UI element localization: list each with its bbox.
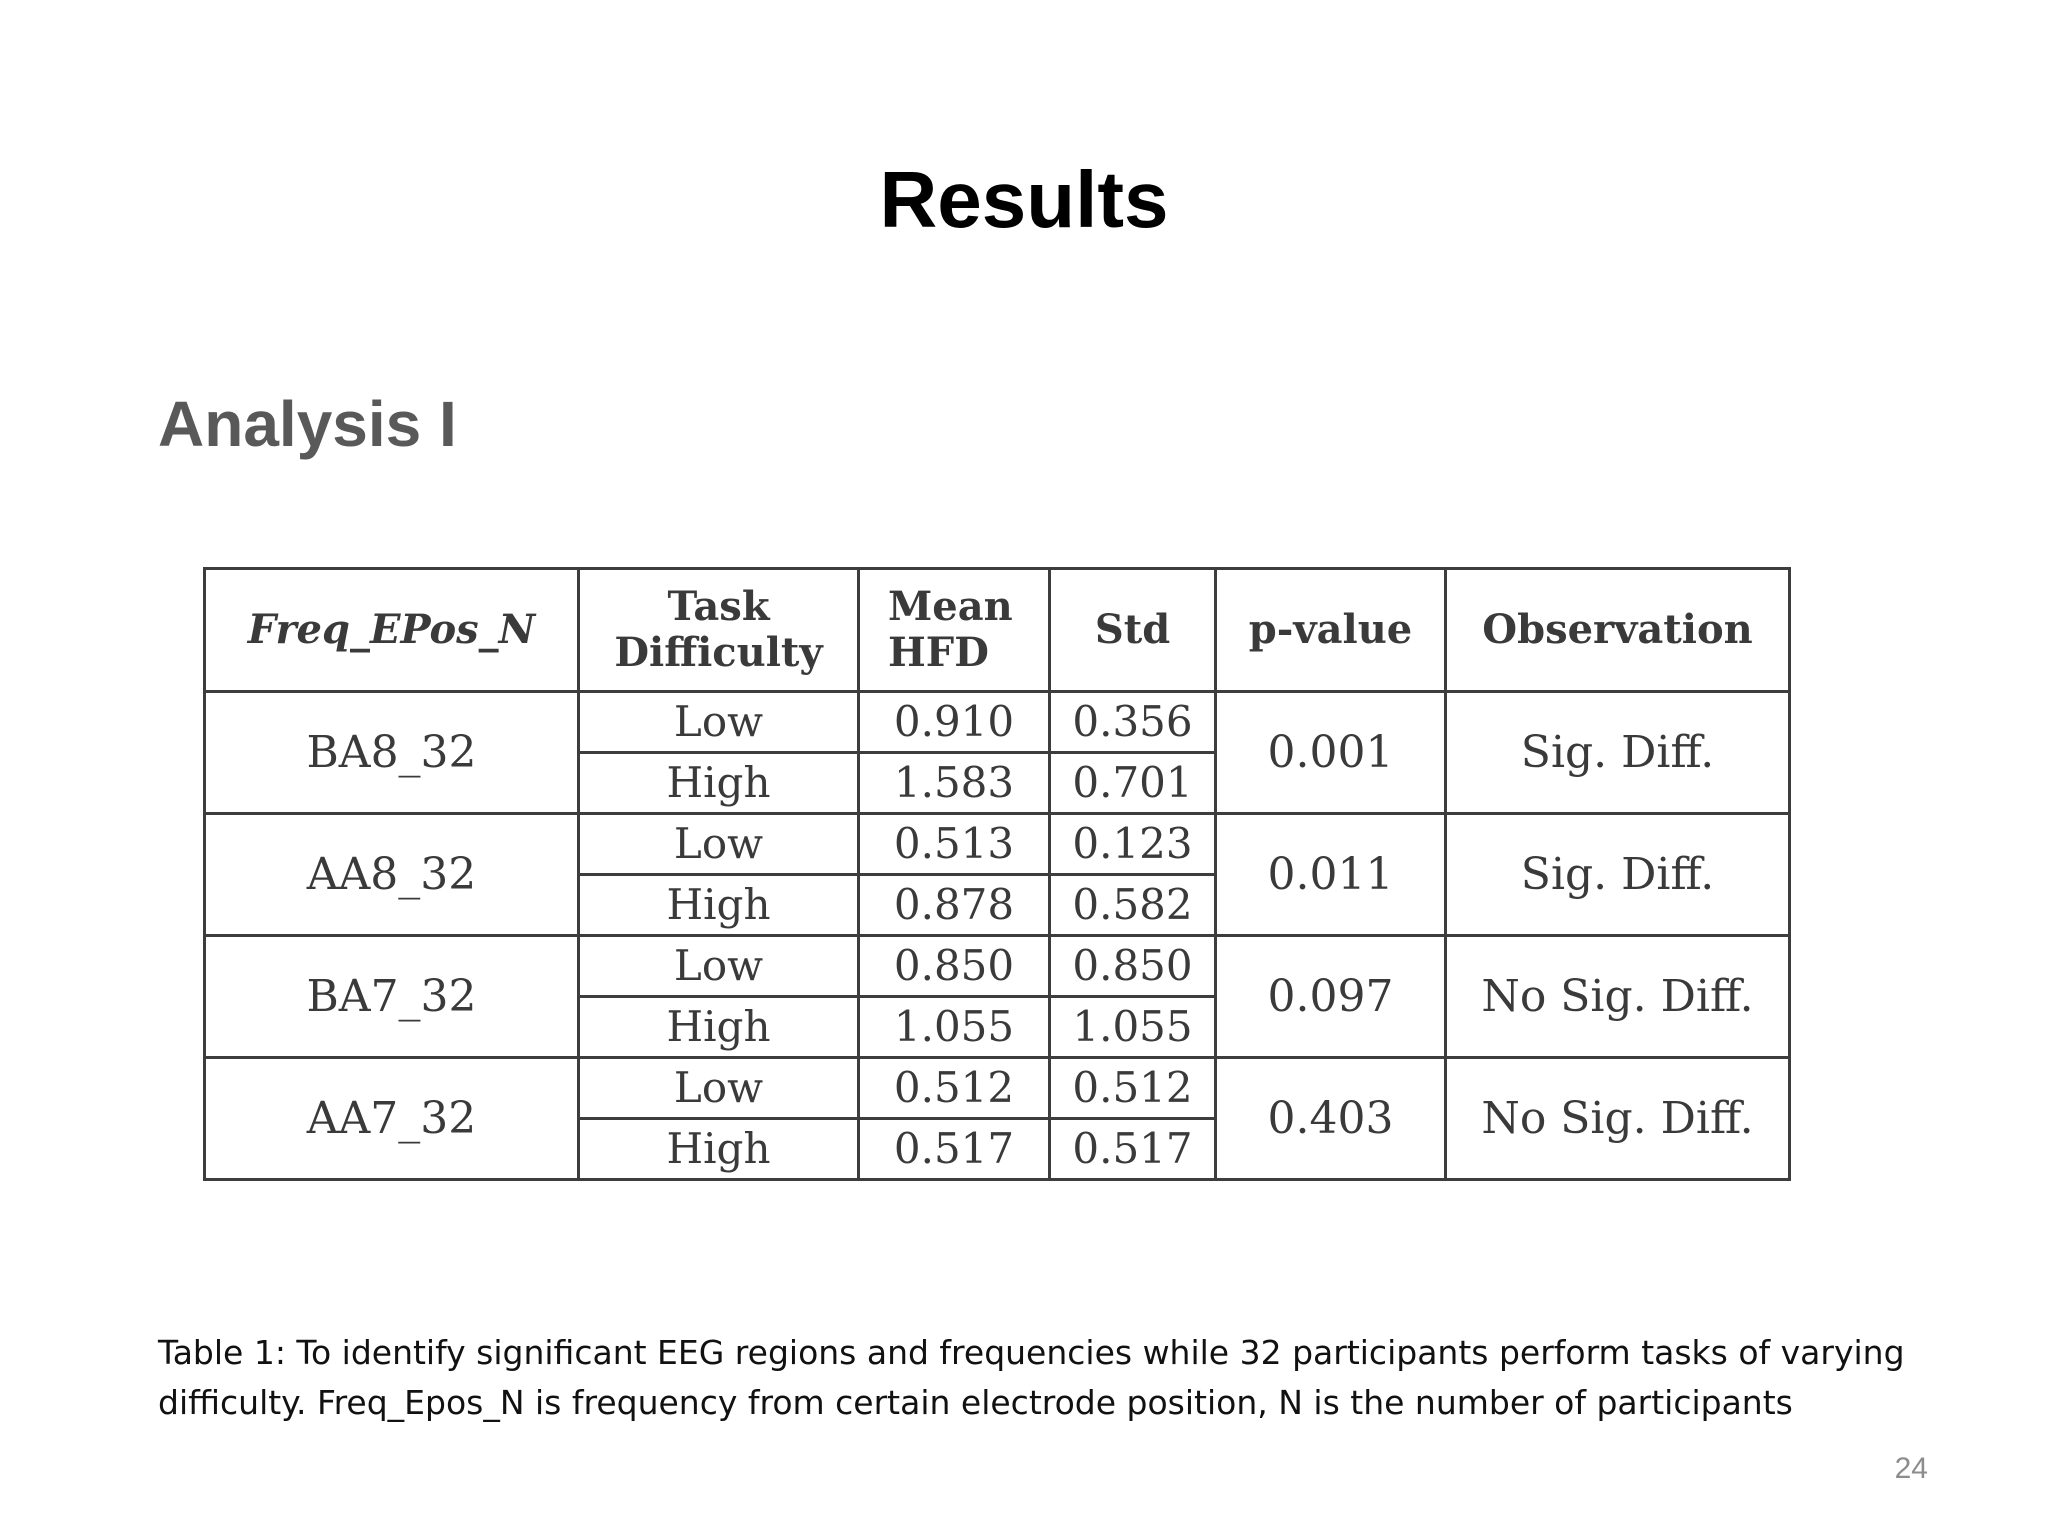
header-mean-line1: Mean (888, 583, 1013, 630)
header-observation: Observation (1446, 569, 1790, 692)
pvalue-cell: 0.001 (1216, 692, 1446, 814)
pvalue-cell: 0.011 (1216, 814, 1446, 936)
std-cell: 0.582 (1050, 875, 1216, 936)
header-task-line1: Task (667, 583, 770, 630)
mean-cell: 0.910 (859, 692, 1050, 753)
std-cell: 0.701 (1050, 753, 1216, 814)
difficulty-cell: High (579, 997, 859, 1058)
difficulty-cell: Low (579, 1058, 859, 1119)
mean-cell: 0.517 (859, 1119, 1050, 1180)
mean-cell: 0.513 (859, 814, 1050, 875)
pvalue-cell: 0.097 (1216, 936, 1446, 1058)
difficulty-cell: High (579, 1119, 859, 1180)
mean-cell: 0.850 (859, 936, 1050, 997)
observation-cell: Sig. Diff. (1446, 814, 1790, 936)
mean-cell: 1.583 (859, 753, 1050, 814)
table-row (205, 1058, 1790, 1119)
std-cell: 0.512 (1050, 1058, 1216, 1119)
page-number: 24 (1894, 1452, 1928, 1485)
table-row (205, 692, 1790, 753)
header-pvalue: p-value (1216, 569, 1446, 692)
std-cell: 0.850 (1050, 936, 1216, 997)
std-cell: 1.055 (1050, 997, 1216, 1058)
table-row (205, 936, 1790, 997)
header-task-difficulty (579, 569, 859, 692)
observation-cell: No Sig. Diff. (1446, 936, 1790, 1058)
table-row (205, 814, 1790, 875)
mean-cell: 0.878 (859, 875, 1050, 936)
std-cell: 0.123 (1050, 814, 1216, 875)
region-cell: AA7_32 (205, 1058, 579, 1180)
region-cell: BA7_32 (205, 936, 579, 1058)
header-task-line2: Difficulty (614, 629, 823, 676)
results-table (203, 567, 1791, 1181)
table-header-row (205, 569, 1790, 692)
mean-cell: 0.512 (859, 1058, 1050, 1119)
observation-cell: No Sig. Diff. (1446, 1058, 1790, 1180)
pvalue-cell: 0.403 (1216, 1058, 1446, 1180)
difficulty-cell: Low (579, 936, 859, 997)
difficulty-cell: Low (579, 692, 859, 753)
std-cell: 0.356 (1050, 692, 1216, 753)
header-mean-hfd (859, 569, 1050, 692)
header-freq: Freq_EPos_N (205, 569, 579, 692)
header-mean-line2: HFD (888, 629, 989, 676)
table-caption: Table 1: To identify significant EEG regions and frequencies while 32 participants perform tasks of varying difficulty. Freq_Epos_N is frequency from certain electrode position, N is the number of participants (158, 1333, 1905, 1422)
section-heading: Analysis I (158, 388, 457, 460)
std-cell: 0.517 (1050, 1119, 1216, 1180)
results-table-container (203, 567, 1788, 1181)
difficulty-cell: High (579, 753, 859, 814)
observation-cell: Sig. Diff. (1446, 692, 1790, 814)
slide-title: Results (879, 155, 1169, 244)
difficulty-cell: Low (579, 814, 859, 875)
difficulty-cell: High (579, 875, 859, 936)
region-cell: BA8_32 (205, 692, 579, 814)
region-cell: AA8_32 (205, 814, 579, 936)
header-std: Std (1050, 569, 1216, 692)
mean-cell: 1.055 (859, 997, 1050, 1058)
